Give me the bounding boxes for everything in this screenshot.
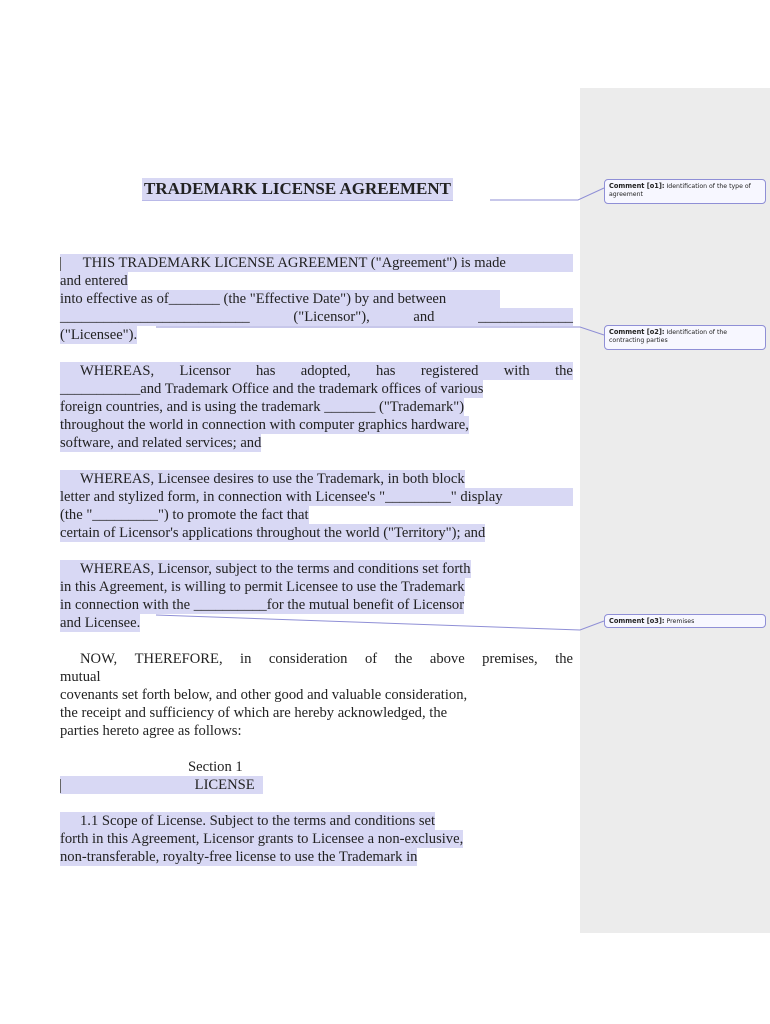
comment-label: Comment [o1]: [609, 182, 665, 190]
p2-line-1: WHEREAS, Licensor has adopted, has registered with the [60, 362, 573, 380]
section-number: Section 1 [188, 759, 243, 775]
comment-connector-2 [156, 327, 604, 335]
text-cursor [60, 257, 61, 271]
p6-line-2: forth in this Agreement, Licensor grants to Licensee a non-exclusive, [60, 831, 464, 847]
p3-line-1: WHEREAS, Licensee desires to use the Trademark, in both block [60, 470, 465, 488]
p1-line-4: __________________________ ("Licensor"), and _____________ [60, 309, 573, 325]
p2-line-4: throughout the world in connection with computer graphics hardware, [60, 417, 469, 433]
p2-line-3: foreign countries, and is using the trademark _______ ("Trademark") [60, 399, 465, 415]
p3-line-2: letter and stylized form, in connection with Licensee's "_________" display [60, 488, 573, 506]
p6-line-3: non-transferable, royalty-free license to use the Trademark in [60, 849, 418, 865]
p1-line-1: THIS TRADEMARK LICENSE AGREEMENT ("Agreement") is made [60, 254, 573, 272]
p4-line-1: WHEREAS, Licensor, subject to the terms and conditions set forth [60, 560, 471, 578]
p5-line-2: mutual [60, 669, 101, 685]
comment-text: Identification of the contracting parties [609, 329, 728, 344]
text-cursor [60, 779, 61, 793]
p1-line-2: and entered [60, 273, 128, 289]
p3-line-4: certain of Licensor's applications throughout the world ("Territory"); and [60, 525, 486, 541]
comment-label: Comment [o3]: [609, 617, 665, 625]
document-title: TRADEMARK LICENSE AGREEMENT [142, 178, 453, 201]
comment-balloon-3[interactable] [604, 614, 766, 628]
comment-text: Premises [666, 618, 695, 625]
section-name-row [60, 776, 263, 794]
p5-line-1: NOW, THEREFORE, in consideration of the above premises, the [80, 651, 573, 667]
p5-line-4: the receipt and sufficiency of which are hereby acknowledged, the [60, 705, 448, 721]
p4-line-2: in this Agreement, is willing to permit Licensee to use the Trademark [60, 579, 465, 595]
p4-line-3: in connection with the __________for the mutual benefit of Licensor [60, 597, 465, 613]
p5-line-3: covenants set forth below, and other good and valuable consideration, [60, 687, 468, 703]
comment-connector-3 [156, 615, 604, 630]
comment-connector-1 [490, 188, 604, 200]
p2-line-2: ___________and Trademark Office and the trademark offices of various [60, 381, 484, 397]
p3-line-3: (the "_________") to promote the fact that [60, 507, 309, 523]
comment-balloon-1[interactable] [604, 179, 766, 204]
p6-line-1: 1.1 Scope of License. Subject to the terms and conditions set [60, 812, 435, 830]
p5-line-5: parties hereto agree as follows: [60, 723, 242, 739]
p1-line-3: into effective as of_______ (the "Effective Date") by and between [60, 290, 500, 308]
p4-line-4: and Licensee. [60, 615, 141, 631]
p2-line-5: software, and related services; and [60, 435, 262, 451]
section-name: LICENSE [194, 777, 255, 793]
comment-balloon-2[interactable] [604, 325, 766, 350]
comment-text: Identification of the type of agreement [609, 183, 751, 198]
comment-label: Comment [o2]: [609, 328, 665, 336]
p1-line-5: ("Licensee"). [60, 327, 138, 343]
